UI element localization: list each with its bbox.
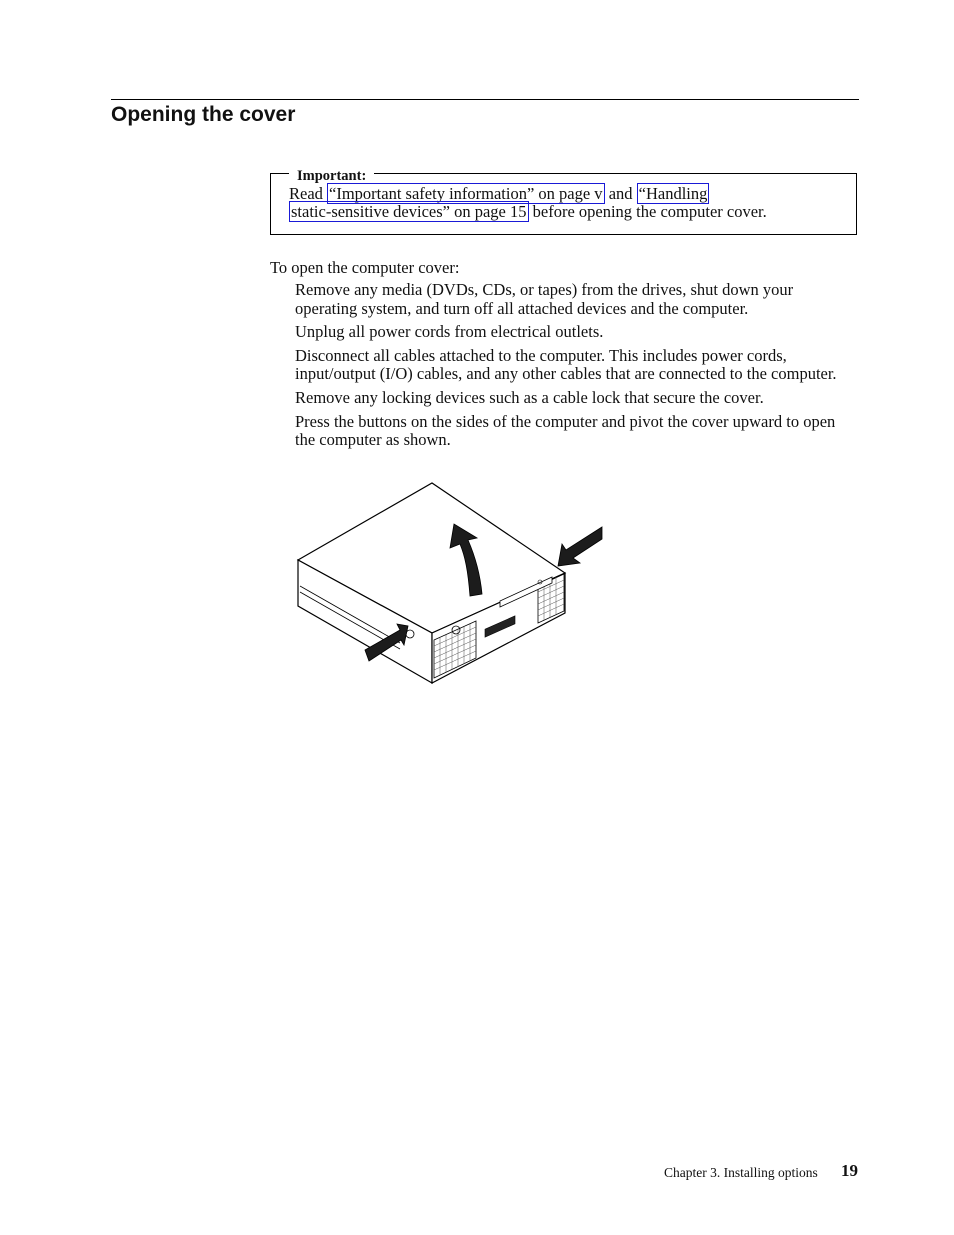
safety-information-link[interactable]: “Important safety information” on page v <box>329 184 603 203</box>
step-2: Unplug all power cords from electrical outlets. <box>295 322 604 342</box>
notice-and-text: and <box>604 184 637 203</box>
step-5: Press the buttons on the sides of the computer and pivot the cover upward to open the computer as shown. <box>295 411 836 450</box>
footer-chapter: Chapter 3. Installing options <box>664 1165 818 1180</box>
important-notice-text <box>289 185 849 221</box>
step-1: Remove any media (DVDs, CDs, or tapes) from the drives, shut down your operating system, and turn off all attached devices and the computer. <box>295 280 794 318</box>
handling-static-link-part2[interactable]: static-sensitive devices” on page 15 <box>291 202 527 221</box>
page-number: 19 <box>841 1161 858 1180</box>
notice-read-text: Read <box>289 184 328 203</box>
handling-static-link-part1[interactable]: “Handling <box>638 184 708 203</box>
important-label: Important: <box>289 166 374 186</box>
push-arrow-right <box>558 527 602 566</box>
step-4: Remove any locking devices such as a cable lock that secure the cover. <box>295 387 764 407</box>
page-title: Opening the cover <box>111 103 296 126</box>
step-3: Disconnect all cables attached to the computer. This includes power cords, input/output (I/O) cables, and any other cables that are connected to the computer. <box>295 345 837 384</box>
procedure-steps <box>295 281 855 455</box>
procedure-intro: To open the computer cover: <box>270 258 460 277</box>
computer-cover-illustration <box>290 478 610 688</box>
notice-after-text: before opening the computer cover. <box>528 202 767 221</box>
